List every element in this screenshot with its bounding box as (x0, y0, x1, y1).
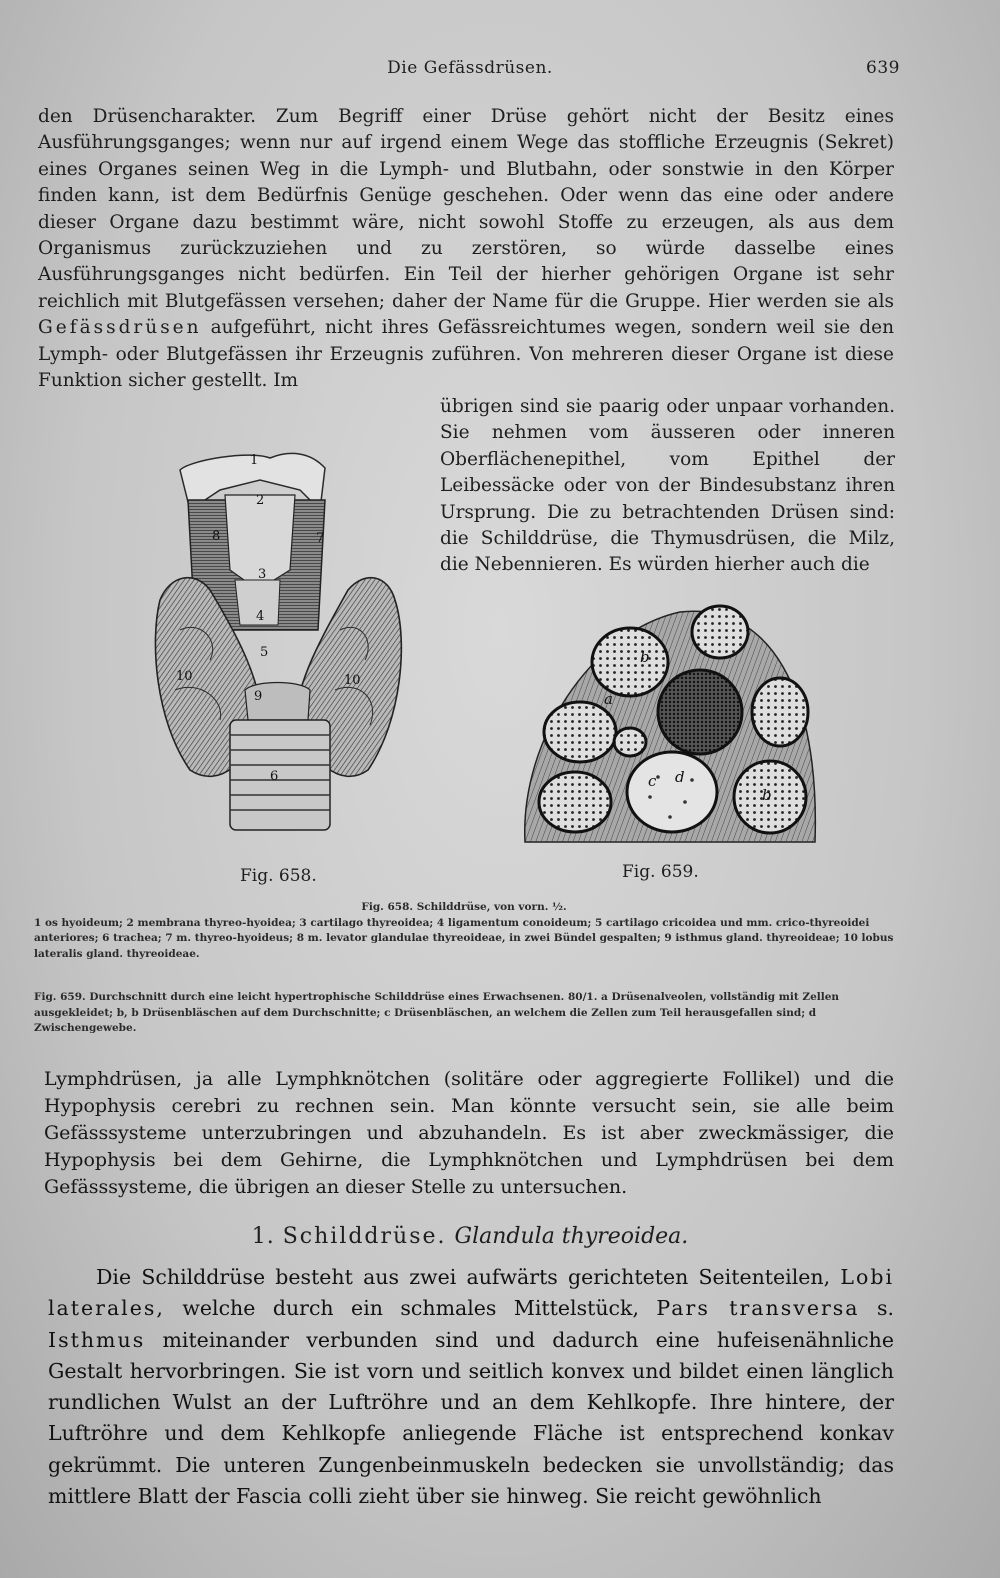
figure-659-section-illustration (520, 592, 820, 847)
body-text-3: s. (876, 1296, 894, 1321)
section-heading (40, 1224, 900, 1249)
spaced-term-gefaessdruesen: Gefässdrüsen (38, 317, 202, 339)
running-title: Die Gefässdrüsen. (387, 58, 553, 78)
body-paragraph (48, 1262, 894, 1512)
section-title: Schilddrüse. (282, 1224, 447, 1249)
intro-paragraph-continued: übrigen sind sie paarig oder unpaar vorhanden. Sie nehmen vom äusseren oder inneren Oberflächenepithel, vom Epithel der Leibessäcke oder von der Bindesubstanz ihren Ursprung. Die zu betrachtenden Drüsen sind: die Schilddrüse, die Thymusdrüsen, die Milz, die Nebennieren. Es würden hierher auch die (440, 396, 895, 576)
fig659-label: Fig. 659. (622, 862, 699, 882)
intro-text-a: den Drüsencharakter. Zum Begriff einer Drüse gehört nicht der Besitz eines Ausführungsganges; wenn nur auf irgend einem Wege das stoffliche Erzeugnis (Sekret) eines Organes seinen Weg in die Lymph- und Blutbahn, oder sonstwie in den Körper finden kann, ist dem Bedürfnis Genüge geschehen. Oder wenn das eine oder andere dieser Organe dazu bestimmt wäre, nicht sowohl Stoffe zu erzeugen, als aus dem Organismus zurückzuziehen und zu zerstören, so würde dasselbe eines Ausführungsganges nicht bedürfen. Ein Teil der hierher gehörigen Organe ist sehr reichlich mit Blutgefässen versehen; daher der Name für die Gruppe. Hier werden sie als (38, 106, 894, 312)
fig659-callout-c: c (648, 772, 657, 790)
body-text-1: Die Schilddrüse besteht aus zwei aufwärts gerichteten Seitenteilen, (96, 1265, 831, 1289)
fig658-callout-3: 3 (258, 567, 267, 582)
fig658-callout-5: 5 (260, 645, 269, 660)
fig658-callout-6: 6 (270, 769, 279, 784)
fig659-callout-b-top: b (640, 648, 650, 666)
fig658-label: Fig. 658. (240, 866, 317, 886)
fig658-callout-7: 7 (316, 531, 325, 546)
running-header (40, 58, 900, 84)
fig658-callout-10-left: 10 (176, 669, 193, 684)
fig658-callout-1: 1 (250, 453, 259, 468)
body-text-2: welche durch ein schmales Mittelstück, (182, 1296, 639, 1321)
fig658-callout-4: 4 (256, 609, 265, 624)
fig658-caption-head: Fig. 658. Schilddrüse, von vorn. ½. (361, 901, 567, 913)
fig658-callout-8: 8 (212, 529, 221, 544)
fig658-caption (34, 900, 894, 962)
body-text-4: miteinander verbunden sind und dadurch eine hufeisenähnliche Gestalt hervorbringen. Sie ist vorn und seitlich konvex und bildet einen länglich rundlichen Wulst an der Luftröhre und an dem Kehlkopfe. Ihre hintere, der Luftröhre und dem Kehlkopfe anliegende Fläche ist entsprechend konkav gekrümmt. Die unteren Zungenbeinmuskeln bedecken sie unvollständig; das mittlere Blatt der Fascia colli zieht über sie hinweg. Sie reicht gewöhnlich (48, 1327, 894, 1509)
fig659-caption-head: Fig. 659. Durchschnitt durch eine leicht hypertrophische Schilddrüse eines Erwachsenen. 80/1. (34, 991, 598, 1003)
continuation-paragraph: Lymphdrüsen, ja alle Lymphknötchen (solitäre oder aggregierte Follikel) und die Hypophysis cerebri zu rechnen sein. Man könnte versucht sein, sie alle beim Gefässsysteme unterzubringen und abzuhandeln. Es ist aber zweckmässiger, die Hypophysis bei dem Gehirne, die Lymphknötchen und Lymphdrüsen bei dem Gefässsysteme, die übrigen an dieser Stelle zu untersuchen. (44, 1068, 894, 1198)
term-lobi-laterales: Lobi laterales, (48, 1265, 894, 1321)
fig659-caption-body: a Drüsenalveolen, vollständig mit Zellen ausgekleidet; b, b Drüsenbläschen auf dem Durchschnitte; c Drüsenbläschen, an welchem die Zellen zum Teil herausgefallen sind; d Zwischengewebe. (34, 991, 840, 1034)
fig659-callout-b-bottom: b (762, 786, 772, 804)
fig659-caption (34, 990, 894, 1037)
fig658-callout-2: 2 (256, 493, 265, 508)
fig658-callout-10-right: 10 (344, 673, 361, 688)
fig659-callout-d: d (675, 768, 685, 786)
figure-658-thyroid-illustration (150, 440, 410, 840)
intro-paragraph (38, 104, 894, 394)
page-number: 639 (866, 58, 900, 78)
fig659-callout-a: a (604, 690, 613, 708)
fig658-callout-9: 9 (254, 689, 263, 704)
fig658-caption-body: 1 os hyoideum; 2 membrana thyreo-hyoidea; 3 cartilago thyreoidea; 4 ligamentum conoideum; 5 cartilago cricoidea und mm. crico-thyreoidei anteriores; 6 trachea; 7 m. thyreo-hyoideus; 8 m. levator glandulae thyreoideae, in zwei Bündel gespalten; 9 isthmus gland. thyreoideae; 10 lobus lateralis gland. thyreoideae. (34, 916, 894, 960)
intro-text-b: aufgeführt, nicht ihres Gefässreichtumes wegen, sondern weil sie den Lymph- oder Blutgefässen ihr Erzeugnis zuführen. Von mehreren dieser Organe ist diese Funktion sicher gestellt. Im (38, 317, 894, 392)
section-number: 1. (251, 1224, 275, 1249)
section-latin-name: Glandula thyreoidea. (454, 1224, 689, 1249)
term-isthmus: Isthmus (48, 1327, 146, 1352)
term-pars-transversa: Pars transversa (656, 1296, 860, 1321)
